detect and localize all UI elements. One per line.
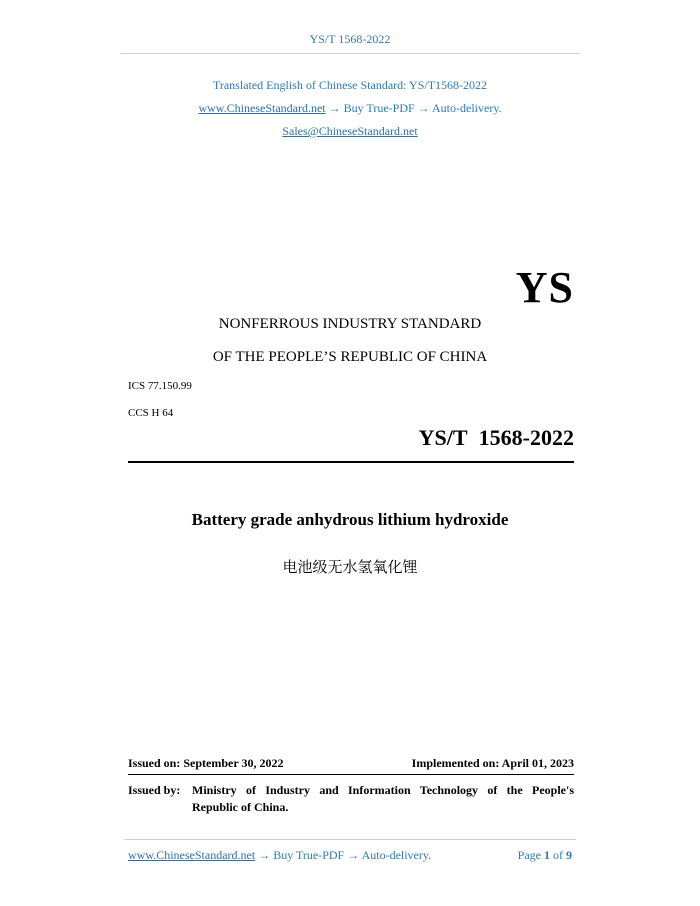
footer-promo [128,848,431,863]
email-line [0,124,700,139]
issued-on: Issued on: September 30, 2022 [128,756,284,770]
implemented-on: Implemented on: April 01, 2023 [411,756,574,770]
title-english: Battery grade anhydrous lithium hydroxide [191,510,509,529]
issued-by-line-1: Ministry of Industry and Information Technology of the People's [192,783,574,797]
page-total: 9 [566,848,572,862]
translation-notice: Translated English of Chinese Standard: YS/T1568-2022 [212,78,488,92]
issued-by-label: Issued by: [128,783,181,797]
footer-divider [124,839,576,840]
org-line-2: OF THE PEOPLE’S REPUBLIC OF CHINA [212,349,488,365]
standard-mark: YS [515,263,574,312]
issued-by [128,782,574,816]
standard-number: YS/T 1568-2022 [418,425,574,450]
page-prefix: Page [517,848,541,862]
ccs-code: CCS H 64 [128,407,174,419]
issued-by-line-2: Republic of China. [192,800,289,814]
header-divider [120,53,580,54]
footer-site-link[interactable]: www.ChineseStandard.net [128,848,256,862]
ics-code: ICS 77.150.99 [128,380,192,392]
buy-text: → Buy True-PDF → Auto-delivery. [325,101,502,115]
running-header: YS/T 1568-2022 [309,32,391,46]
title-chinese: 电池级无水氢氧化锂 [282,558,418,576]
dates-divider [128,774,574,775]
org-line-1: NONFERROUS INDUSTRY STANDARD [218,316,482,332]
title-divider [128,461,574,463]
email-link[interactable]: Sales@ChineseStandard.net [282,124,418,138]
promo-line [0,101,700,116]
footer-buy-text: → Buy True-PDF → Auto-delivery. [255,848,432,862]
site-link[interactable]: www.ChineseStandard.net [198,101,326,115]
page-indicator [518,848,572,863]
page-current: 1 [544,848,550,862]
page-of: of [553,848,563,862]
